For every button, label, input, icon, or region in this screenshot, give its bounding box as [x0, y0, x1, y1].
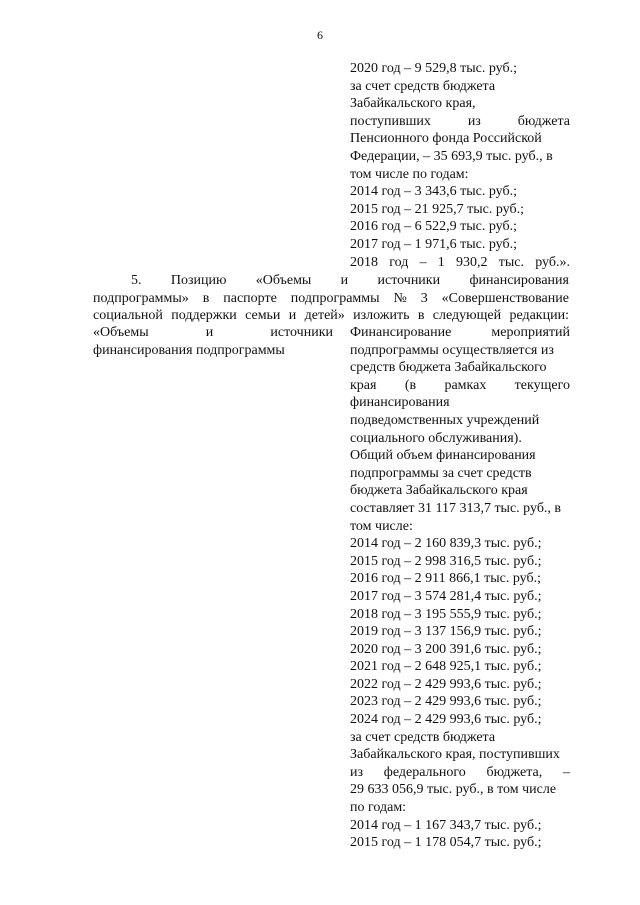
funding-continuation-block: [350, 60, 570, 271]
paragraph-line: [93, 272, 569, 290]
text-line: 2016 год – 2 911 866,1 тыс. руб.;: [350, 571, 541, 587]
word: «Совершенствование: [441, 290, 569, 306]
word: руб.».: [535, 254, 570, 270]
text-line-justified: [350, 764, 570, 782]
word: 1: [437, 254, 445, 270]
text-line: 2017 год – 1 971,6 тыс. руб.;: [350, 236, 517, 252]
word: подпрограммы»: [93, 290, 189, 306]
text-line: 29 633 056,9 тыс. руб., в том числе: [350, 782, 557, 798]
text-line-justified: [350, 324, 570, 342]
word: год: [389, 254, 409, 270]
word: тыс.: [498, 254, 524, 270]
text-line: 2023 год – 2 429 993,6 тыс. руб.;: [350, 694, 542, 710]
word: следующей: [432, 308, 502, 324]
text-line: за счет средств бюджета: [350, 78, 496, 94]
word: бюджета,: [486, 764, 543, 780]
text-line: подпрограммы за счет средств: [350, 465, 532, 481]
text-line-justified: [350, 254, 570, 272]
word: редакции:: [509, 308, 569, 324]
text-line-justified: [350, 113, 570, 131]
word: (в: [404, 377, 417, 393]
word: в: [202, 290, 210, 306]
word: –: [562, 764, 570, 780]
text-line: по годам:: [350, 800, 407, 816]
position-content-column: [350, 324, 570, 852]
word: семьи: [245, 308, 281, 324]
text-line: том числе:: [350, 518, 413, 534]
text-line: Пенсионного фонда Российской: [350, 131, 542, 147]
word: социальной: [93, 308, 163, 324]
word: бюджета: [517, 113, 570, 129]
word: края: [350, 377, 377, 393]
word: «Объемы: [255, 273, 312, 288]
paragraph-line: [93, 290, 569, 308]
text-line: бюджета Забайкальского края: [350, 483, 528, 499]
text-line: 2022 год – 2 429 993,6 тыс. руб.;: [350, 676, 542, 692]
word: паспорте: [223, 290, 277, 306]
word: №: [393, 290, 407, 306]
word: и: [205, 325, 214, 340]
text-line: 2014 год – 1 167 343,7 тыс. руб.;: [350, 817, 542, 833]
word: федерального: [383, 764, 466, 780]
text-line: Федерации, – 35 693,9 тыс. руб., в: [350, 148, 553, 164]
text-line: подпрограммы осуществляется из: [350, 342, 554, 358]
text-line: 2014 год – 2 160 839,3 тыс. руб.;: [350, 536, 542, 552]
word: текущего: [514, 377, 570, 393]
amendment-paragraph: [93, 272, 569, 325]
word: и: [288, 308, 297, 324]
text-line: 2021 год – 2 648 925,1 тыс. руб.;: [350, 659, 542, 675]
text-line: 2020 год – 9 529,8 тыс. руб.;: [350, 61, 517, 76]
text-line: социального обслуживания).: [350, 430, 522, 446]
text-line: финансирования: [350, 395, 450, 411]
word: –: [419, 254, 427, 270]
text-line: 2014 год – 3 343,6 тыс. руб.;: [350, 184, 517, 200]
word: поддержки: [171, 308, 237, 324]
word: 5.: [131, 273, 142, 288]
word: подпрограммы: [290, 290, 380, 306]
word: мероприятий: [491, 325, 570, 340]
word: «Объемы: [93, 325, 149, 340]
text-line: 2018 год – 3 195 555,9 тыс. руб.;: [350, 606, 542, 622]
text-line: за счет средств бюджета: [350, 729, 496, 745]
word: 930,2: [456, 254, 488, 270]
word: источники: [377, 273, 441, 288]
word: рамках: [444, 377, 487, 393]
text-line: том числе по годам:: [350, 166, 469, 182]
word: источники: [270, 325, 333, 340]
text-line: финансирования подпрограммы: [93, 342, 285, 358]
text-line: 2024 год – 2 429 993,6 тыс. руб.;: [350, 712, 542, 728]
text-line: средств бюджета Забайкальского: [350, 360, 547, 376]
word: 3: [420, 290, 428, 306]
text-line: Забайкальского края,: [350, 96, 476, 112]
text-line: 2015 год – 21 925,7 тыс. руб.;: [350, 201, 524, 217]
text-line: 2019 год – 3 137 156,9 тыс. руб.;: [350, 624, 542, 640]
position-title-column: [93, 324, 333, 359]
text-line: 2017 год – 3 574 281,4 тыс. руб.;: [350, 588, 542, 604]
word: изложить: [353, 308, 410, 324]
word: детей»: [304, 308, 345, 324]
text-line: 2015 год – 1 178 054,7 тыс. руб.;: [350, 835, 542, 851]
word: и: [340, 273, 349, 288]
word: из: [350, 764, 364, 780]
paragraph-line: [93, 307, 569, 325]
word: поступивших: [350, 113, 431, 129]
word: финансирования: [469, 273, 569, 288]
text-line-justified: [93, 324, 333, 342]
text-line: Общий объем финансирования: [350, 448, 536, 464]
page-number: 6: [317, 28, 323, 42]
text-line: 2020 год – 3 200 391,6 тыс. руб.;: [350, 641, 542, 657]
word: из: [467, 113, 481, 129]
text-line-justified: [350, 377, 570, 395]
text-line: 2015 год – 2 998 316,5 тыс. руб.;: [350, 553, 542, 569]
text-line: подведомственных учреждений: [350, 412, 540, 428]
text-line: Забайкальского края, поступивших: [350, 747, 560, 763]
word: Позицию: [170, 273, 227, 288]
word: 2018: [350, 254, 378, 270]
text-line: 2016 год – 6 522,9 тыс. руб.;: [350, 219, 517, 235]
word: Финансирование: [350, 325, 452, 340]
text-line: составляет 31 117 313,7 тыс. руб., в: [350, 500, 562, 516]
word: в: [417, 308, 425, 324]
